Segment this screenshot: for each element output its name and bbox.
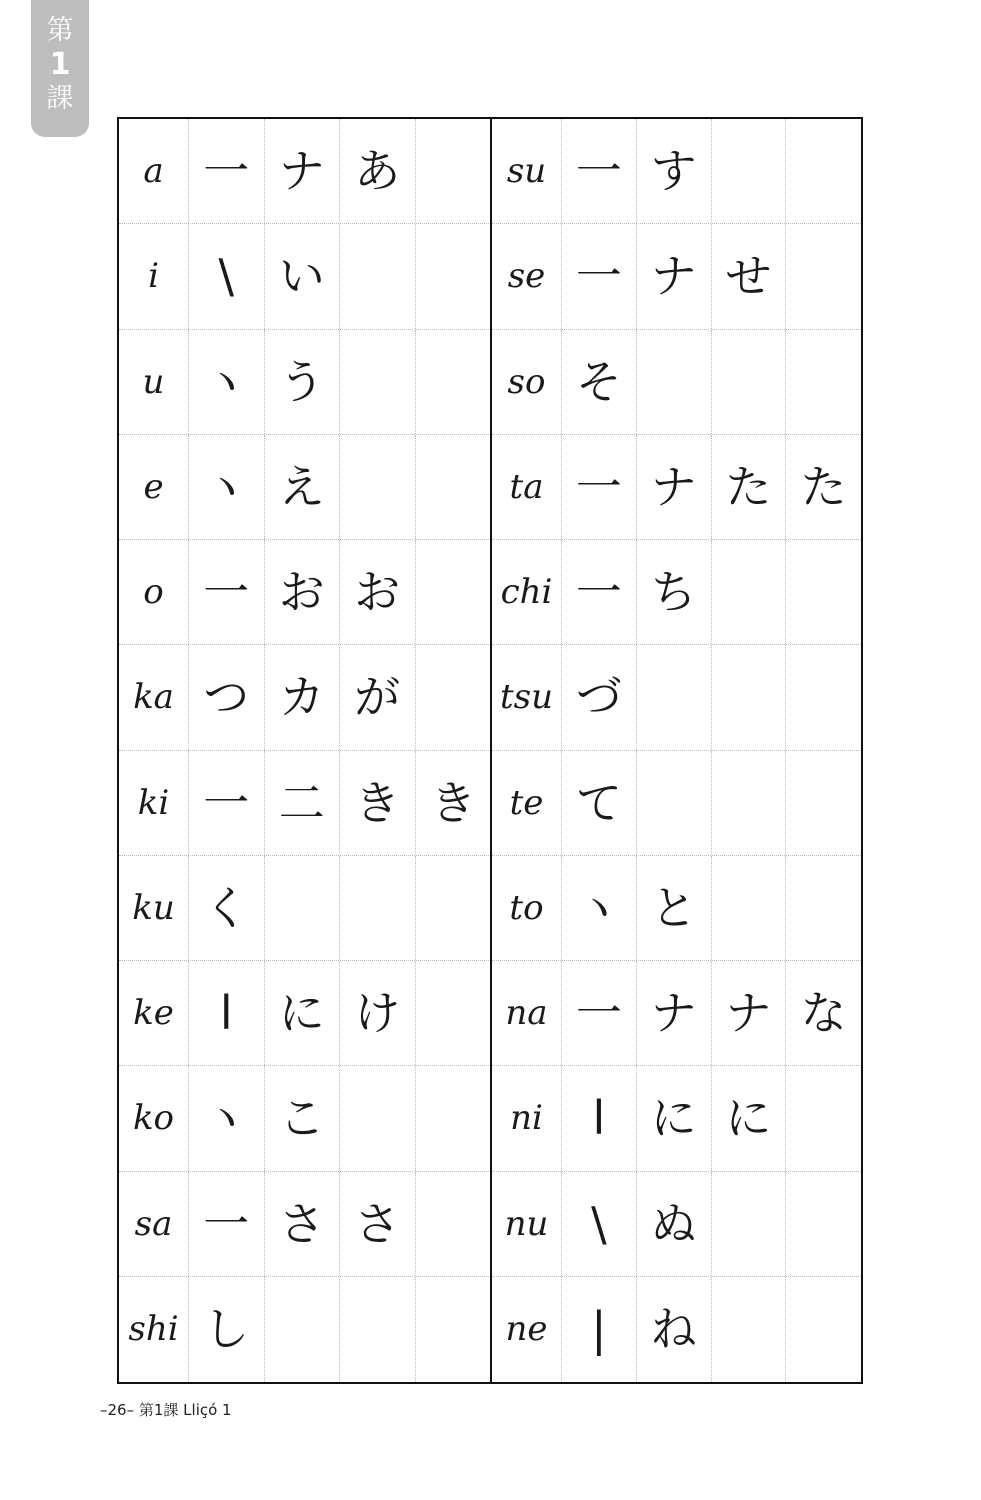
romaji-cell (119, 1066, 189, 1170)
stroke-step: 一 (203, 1196, 250, 1251)
stroke-step: が (354, 670, 401, 725)
stroke-step: に (650, 1091, 697, 1146)
stroke-step: ね (650, 1302, 697, 1357)
stroke-cell (265, 856, 341, 960)
stroke-step: 一 (575, 144, 622, 199)
kana-row-ku (119, 856, 491, 961)
stroke-cell (340, 961, 416, 1065)
romaji-cell (492, 751, 562, 855)
stroke-step: い (278, 249, 325, 304)
stroke-cell (786, 224, 861, 328)
stroke-step: た (800, 459, 847, 514)
romaji-cell (119, 224, 189, 328)
stroke-cell (637, 435, 712, 539)
romaji-cell (492, 1172, 562, 1276)
stroke-cell (712, 751, 787, 855)
stroke-cell (340, 119, 416, 223)
romaji-label: ko (132, 1098, 175, 1139)
chapter-tab (31, 0, 89, 137)
romaji-cell (119, 961, 189, 1065)
stroke-cell (562, 1277, 637, 1382)
stroke-cell (786, 1066, 861, 1170)
romaji-label: te (509, 782, 544, 823)
romaji-label: a (143, 151, 164, 192)
stroke-step: ナ (725, 986, 772, 1041)
stroke-cell (265, 224, 341, 328)
kana-row-ni (492, 1066, 861, 1171)
stroke-cell (637, 224, 712, 328)
stroke-cell (786, 751, 861, 855)
romaji-label: i (148, 256, 159, 297)
stroke-cell (340, 856, 416, 960)
stroke-cell (189, 224, 265, 328)
romaji-cell (492, 645, 562, 749)
stroke-cell (265, 961, 341, 1065)
stroke-cell (712, 1172, 787, 1276)
stroke-step: l (592, 1091, 606, 1146)
stroke-step: l (219, 986, 233, 1041)
romaji-cell (119, 645, 189, 749)
stroke-cell (562, 961, 637, 1065)
stroke-step: そ (575, 354, 622, 409)
stroke-step: ヽ (203, 459, 250, 514)
stroke-cell (340, 435, 416, 539)
kana-row-te (492, 751, 861, 856)
romaji-cell (492, 540, 562, 644)
stroke-cell (637, 330, 712, 434)
romaji-cell (119, 119, 189, 223)
stroke-cell (712, 645, 787, 749)
stroke-step: く (203, 880, 250, 935)
romaji-label: so (507, 361, 546, 402)
stroke-cell (562, 119, 637, 223)
kana-row-shi (119, 1277, 491, 1382)
stroke-cell (786, 645, 861, 749)
romaji-cell (492, 224, 562, 328)
stroke-cell (637, 1066, 712, 1170)
stroke-cell (786, 540, 861, 644)
romaji-label: nu (504, 1203, 549, 1244)
stroke-cell (562, 1066, 637, 1170)
stroke-cell (265, 645, 341, 749)
stroke-cell (189, 435, 265, 539)
page-footer: –26– 第1課 Lliçó 1 (100, 1401, 232, 1419)
romaji-label: ni (510, 1098, 543, 1139)
kana-row-ki (119, 751, 491, 856)
stroke-cell (265, 435, 341, 539)
stroke-cell (637, 540, 712, 644)
stroke-cell (562, 330, 637, 434)
romaji-label: ke (133, 993, 174, 1034)
stroke-cell (416, 540, 492, 644)
stroke-step: け (354, 986, 401, 1041)
romaji-cell (492, 119, 562, 223)
kana-row-so (492, 330, 861, 435)
kana-row-i (119, 224, 491, 329)
romaji-label: se (507, 256, 546, 297)
stroke-step: な (800, 986, 847, 1041)
kana-row-chi (492, 540, 861, 645)
stroke-cell (562, 1172, 637, 1276)
stroke-step: ナ (650, 459, 697, 514)
stroke-cell (416, 330, 492, 434)
stroke-step: ヽ (575, 880, 622, 935)
stroke-cell (416, 224, 492, 328)
stroke-cell (786, 330, 861, 434)
stroke-cell (562, 224, 637, 328)
stroke-cell (786, 435, 861, 539)
romaji-cell (119, 751, 189, 855)
stroke-cell (712, 330, 787, 434)
kana-row-nu (492, 1172, 861, 1277)
stroke-step: あ (354, 144, 401, 199)
kana-row-se (492, 224, 861, 329)
kana-row-ka (119, 645, 491, 750)
stroke-cell (562, 540, 637, 644)
stroke-step: | (591, 1302, 607, 1357)
stroke-step: う (278, 354, 325, 409)
romaji-label: ta (509, 466, 544, 507)
stroke-order-table (117, 117, 863, 1384)
stroke-cell (637, 1277, 712, 1382)
stroke-cell (340, 224, 416, 328)
stroke-cell (340, 330, 416, 434)
romaji-cell (492, 961, 562, 1065)
stroke-cell (265, 330, 341, 434)
stroke-step: ヽ (203, 1091, 250, 1146)
stroke-step: こ (278, 1091, 325, 1146)
kana-row-ta (492, 435, 861, 540)
stroke-cell (562, 751, 637, 855)
romaji-cell (492, 330, 562, 434)
stroke-cell (340, 645, 416, 749)
stroke-step: さ (278, 1196, 325, 1251)
stroke-cell (189, 645, 265, 749)
kana-row-to (492, 856, 861, 961)
stroke-cell (712, 119, 787, 223)
romaji-cell (119, 1277, 189, 1382)
romaji-label: e (143, 466, 164, 507)
kana-row-na (492, 961, 861, 1066)
kana-row-ko (119, 1066, 491, 1171)
romaji-label: tsu (499, 677, 553, 718)
romaji-label: sa (134, 1203, 173, 1244)
kana-row-ne (492, 1277, 861, 1382)
stroke-step: づ (575, 670, 622, 725)
stroke-step: え (278, 459, 325, 514)
stroke-cell (265, 119, 341, 223)
stroke-step: き (354, 775, 401, 830)
romaji-label: ku (132, 887, 175, 928)
stroke-cell (416, 1066, 492, 1170)
romaji-cell (492, 435, 562, 539)
kana-row-u (119, 330, 491, 435)
chapter-tab-char: 第 (46, 15, 74, 46)
romaji-label: na (505, 993, 548, 1034)
stroke-step: ち (650, 565, 697, 620)
romaji-label: shi (128, 1309, 179, 1350)
stroke-cell (416, 435, 492, 539)
stroke-cell (637, 751, 712, 855)
stroke-cell (265, 1066, 341, 1170)
stroke-cell (712, 224, 787, 328)
stroke-cell (562, 856, 637, 960)
stroke-cell (189, 961, 265, 1065)
stroke-cell (416, 751, 492, 855)
chapter-tab-number: 1 (49, 47, 71, 82)
stroke-cell (265, 751, 341, 855)
romaji-label: ka (133, 677, 174, 718)
stroke-step: ナ (650, 249, 697, 304)
stroke-step: 一 (575, 459, 622, 514)
stroke-cell (712, 856, 787, 960)
stroke-cell (786, 1277, 861, 1382)
stroke-step: ナ (650, 986, 697, 1041)
stroke-cell (416, 645, 492, 749)
stroke-cell (340, 1066, 416, 1170)
stroke-step: 一 (575, 986, 622, 1041)
romaji-label: to (509, 887, 544, 928)
kana-row-a (119, 119, 491, 224)
stroke-step: 一 (575, 249, 622, 304)
stroke-cell (189, 540, 265, 644)
stroke-step: 一 (575, 565, 622, 620)
stroke-cell (340, 540, 416, 644)
stroke-step: つ (203, 670, 250, 725)
stroke-cell (340, 1172, 416, 1276)
stroke-step: ナ (278, 144, 325, 199)
stroke-cell (712, 435, 787, 539)
romaji-cell (119, 540, 189, 644)
stroke-step: 一 (203, 565, 250, 620)
stroke-step: 二 (278, 775, 325, 830)
stroke-cell (637, 961, 712, 1065)
stroke-step: \ (591, 1196, 607, 1251)
stroke-step: て (575, 775, 622, 830)
stroke-cell (562, 645, 637, 749)
stroke-step: お (278, 565, 325, 620)
stroke-step: お (354, 565, 401, 620)
stroke-cell (416, 1172, 492, 1276)
romaji-label: o (143, 572, 164, 613)
romaji-cell (492, 1066, 562, 1170)
stroke-cell (189, 330, 265, 434)
stroke-step: し (203, 1302, 250, 1357)
stroke-cell (189, 1172, 265, 1276)
stroke-cell (189, 751, 265, 855)
stroke-cell (562, 435, 637, 539)
right-column-group (492, 119, 861, 1382)
romaji-cell (119, 435, 189, 539)
stroke-cell (712, 1066, 787, 1170)
stroke-cell (786, 856, 861, 960)
stroke-cell (712, 540, 787, 644)
romaji-cell (492, 856, 562, 960)
stroke-cell (189, 119, 265, 223)
kana-row-o (119, 540, 491, 645)
stroke-step: さ (354, 1196, 401, 1251)
stroke-step: に (278, 986, 325, 1041)
stroke-cell (189, 856, 265, 960)
stroke-cell (416, 1277, 492, 1382)
romaji-label: ki (137, 782, 170, 823)
stroke-step: せ (725, 249, 772, 304)
stroke-cell (416, 961, 492, 1065)
stroke-cell (189, 1066, 265, 1170)
stroke-cell (340, 751, 416, 855)
stroke-step: き (430, 775, 477, 830)
stroke-step: カ (278, 670, 325, 725)
stroke-cell (712, 961, 787, 1065)
left-column-group (119, 119, 491, 1382)
stroke-cell (416, 856, 492, 960)
stroke-step: と (650, 880, 697, 935)
chapter-tab-kanji: 課 (46, 83, 74, 114)
stroke-cell (637, 119, 712, 223)
romaji-cell (119, 330, 189, 434)
stroke-step: 一 (203, 144, 250, 199)
stroke-cell (637, 856, 712, 960)
stroke-cell (786, 1172, 861, 1276)
stroke-step: た (725, 459, 772, 514)
romaji-cell (119, 1172, 189, 1276)
stroke-step: ヽ (203, 354, 250, 409)
stroke-step: す (650, 144, 697, 199)
romaji-label: su (506, 151, 547, 192)
stroke-step: \ (218, 249, 234, 304)
kana-row-sa (119, 1172, 491, 1277)
kana-row-ke (119, 961, 491, 1066)
stroke-cell (265, 1277, 341, 1382)
stroke-cell (189, 1277, 265, 1382)
stroke-step: に (725, 1091, 772, 1146)
romaji-label: u (142, 361, 165, 402)
stroke-cell (637, 645, 712, 749)
romaji-label: chi (500, 572, 553, 613)
kana-row-e (119, 435, 491, 540)
stroke-cell (786, 961, 861, 1065)
stroke-cell (786, 119, 861, 223)
stroke-cell (637, 1172, 712, 1276)
romaji-label: ne (505, 1309, 548, 1350)
stroke-cell (340, 1277, 416, 1382)
stroke-cell (712, 1277, 787, 1382)
kana-row-tsu (492, 645, 861, 750)
kana-row-su (492, 119, 861, 224)
stroke-step: ぬ (650, 1196, 697, 1251)
stroke-step: 一 (203, 775, 250, 830)
stroke-cell (265, 540, 341, 644)
romaji-cell (492, 1277, 562, 1382)
stroke-cell (416, 119, 492, 223)
romaji-cell (119, 856, 189, 960)
stroke-cell (265, 1172, 341, 1276)
